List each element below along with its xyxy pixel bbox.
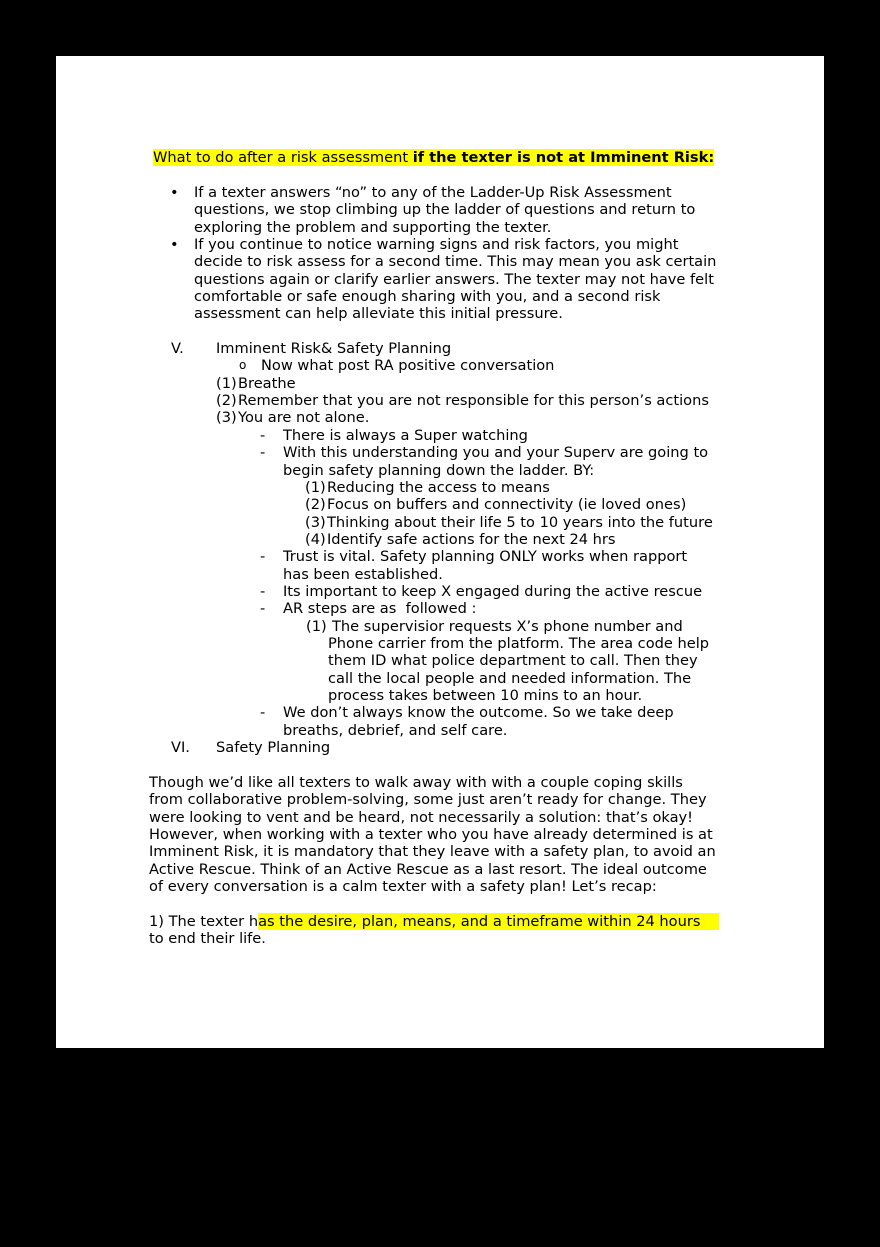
dash-item-6-line-1: We don’t always know the outcome. So we take deep xyxy=(283,704,674,722)
safety-step-4: Identify safe actions for the next 24 hrs xyxy=(327,530,616,548)
dash-item-3-line-2: has been established. xyxy=(283,565,443,583)
dash-icon: - xyxy=(260,548,266,566)
bullet-2-line-3: questions again or clarify earlier answers. The texter may not have felt xyxy=(194,270,714,288)
dash-icon: - xyxy=(260,426,266,444)
numbered-item-2: Remember that you are not responsible for this person’s actions xyxy=(238,392,709,410)
section-vi-numeral: VI. xyxy=(171,739,190,757)
numbered-marker: (4) xyxy=(305,530,326,548)
recap-prefix: 1) The texter h xyxy=(149,913,259,930)
bullet-2-line-4: comfortable or safe enough sharing with you, and a second risk xyxy=(194,288,661,306)
safety-step-2: Focus on buffers and connectivity (ie loved ones) xyxy=(327,496,687,514)
paragraph-line-6: Active Rescue. Think of an Active Rescue as a last resort. The ideal outcome xyxy=(149,860,707,878)
numbered-marker: (3) xyxy=(305,513,326,531)
dash-icon: - xyxy=(260,704,266,722)
dash-item-5: AR steps are as followed : xyxy=(283,600,477,618)
bullet-2-line-1: If you continue to notice warning signs and risk factors, you might xyxy=(194,236,679,253)
bullet-2-line-2: decide to risk assess for a second time. This may mean you ask certain xyxy=(194,253,717,271)
numbered-marker: (2) xyxy=(305,496,326,514)
safety-step-1: Reducing the access to means xyxy=(327,478,550,496)
dash-icon: - xyxy=(260,600,266,618)
section-v-numeral: V. xyxy=(171,340,184,357)
bullet-1-line-3: exploring the problem and supporting the texter. xyxy=(194,218,552,236)
dash-item-2-line-2: begin safety planning down the ladder. BY: xyxy=(283,461,595,479)
numbered-item-1: Breathe xyxy=(238,374,296,392)
paragraph-line-5: Imminent Risk, it is mandatory that they leave with a safety plan, to avoid an xyxy=(149,843,716,861)
bullet-2-line-5: assessment can help alleviate this initial pressure. xyxy=(194,305,563,323)
ar-step-line-5: process takes between 10 mins to an hour. xyxy=(328,687,643,704)
heading-bold-text: if the texter is not at Imminent Risk: xyxy=(412,149,715,166)
numbered-marker: (1) xyxy=(306,617,327,635)
dash-item-3-line-1: Trust is vital. Safety planning ONLY works when rapport xyxy=(283,548,688,566)
document-page xyxy=(56,56,824,1048)
dash-item-2-line-1: With this understanding you and your Superv are going to xyxy=(283,444,709,462)
numbered-marker: (2) xyxy=(216,392,237,410)
recap-highlight: as the desire, plan, means, and a timeframe within 24 hours xyxy=(258,913,720,930)
sub-bullet-text: Now what post RA positive conversation xyxy=(261,357,555,375)
dash-item-1: There is always a Super watching xyxy=(283,426,528,444)
recap-line-2: to end their life. xyxy=(149,930,266,948)
safety-step-3: Thinking about their life 5 to 10 years into the future xyxy=(327,513,713,531)
ar-step-line-1: The supervisior requests X’s phone number and xyxy=(332,617,683,635)
ar-step-line-3: them ID what police department to call. Then they xyxy=(328,652,698,670)
heading-normal-text: What to do after a risk assessment xyxy=(153,149,413,166)
numbered-item-3: You are not alone. xyxy=(238,409,370,427)
paragraph-line-2: from collaborative problem-solving, some just aren’t ready for change. They xyxy=(149,791,707,809)
bullet-icon: • xyxy=(170,236,179,253)
recap-line-1 xyxy=(149,913,719,930)
section-vi-title: Safety Planning xyxy=(216,739,331,757)
bullet-icon: • xyxy=(170,184,179,201)
paragraph-line-7: of every conversation is a calm texter with a safety plan! Let’s recap: xyxy=(149,878,657,896)
numbered-marker: (3) xyxy=(216,409,237,427)
paragraph-line-4: However, when working with a texter who you have already determined is at xyxy=(149,826,713,844)
ar-step-line-2: Phone carrier from the platform. The area code help xyxy=(328,635,710,652)
dash-item-4: Its important to keep X engaged during the active rescue xyxy=(283,582,703,600)
paragraph-line-3: were looking to vent and be heard, not necessarily a solution: that’s okay! xyxy=(149,808,694,826)
dash-icon: - xyxy=(260,582,266,600)
numbered-marker: (1) xyxy=(216,374,237,392)
dash-item-6-line-2: breaths, debrief, and self care. xyxy=(283,721,508,739)
paragraph-line-1: Though we’d like all texters to walk away with with a couple coping skills xyxy=(149,774,683,791)
bullet-1-line-1: If a texter answers “no” to any of the Ladder-Up Risk Assessment xyxy=(194,184,672,201)
section-v-title: Imminent Risk& Safety Planning xyxy=(216,340,452,357)
section-heading xyxy=(153,149,714,166)
circle-bullet-icon: o xyxy=(239,358,247,373)
numbered-marker: (1) xyxy=(305,478,326,496)
ar-step-line-4: call the local people and needed information. The xyxy=(328,669,692,687)
dash-icon: - xyxy=(260,444,266,462)
bullet-1-line-2: questions, we stop climbing up the ladder of questions and return to xyxy=(194,201,696,219)
